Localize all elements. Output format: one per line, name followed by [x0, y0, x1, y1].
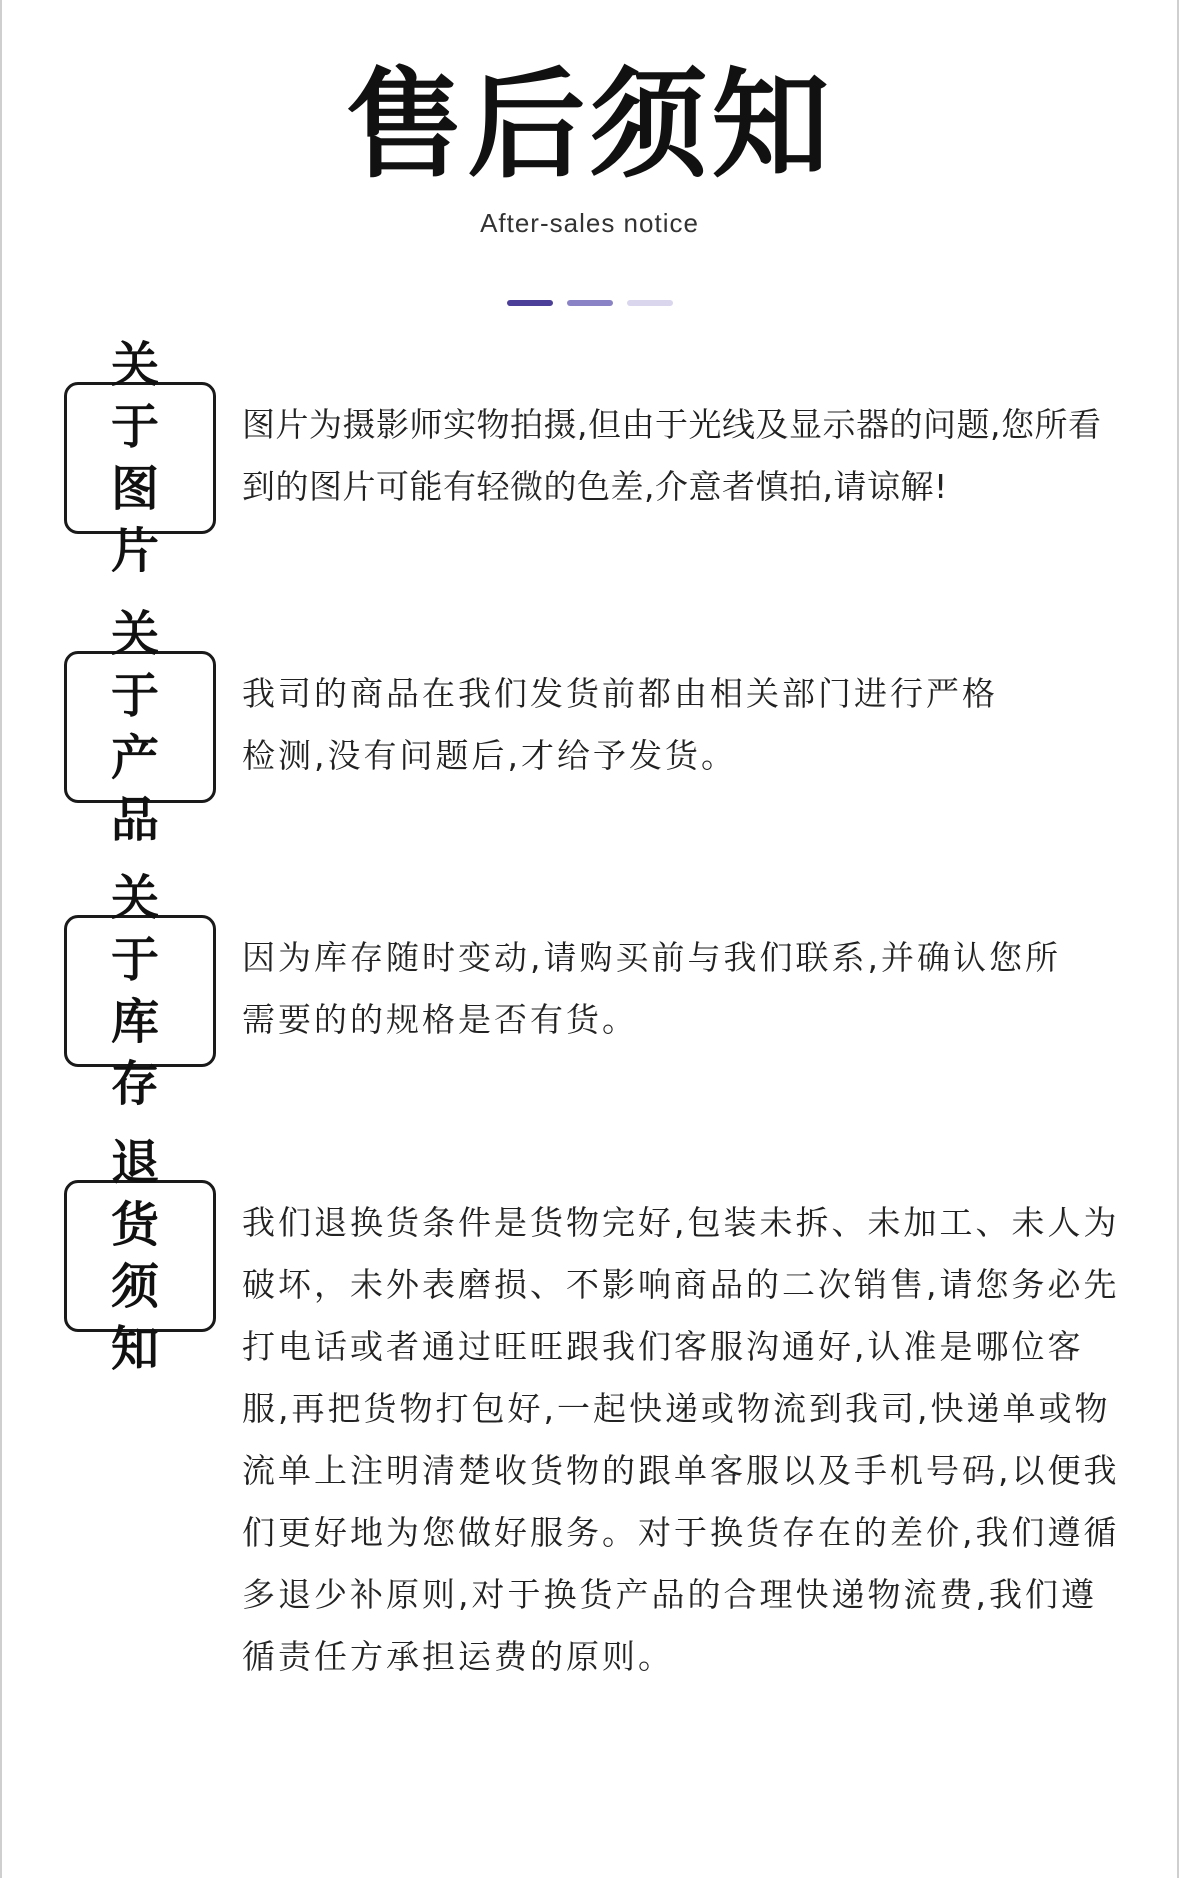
indicator-dot-1: [507, 300, 553, 306]
decorative-indicator: [0, 300, 1179, 306]
section-tag-box: [64, 337, 216, 579]
indicator-dot-3: [627, 300, 673, 306]
page-subtitle: After-sales notice: [480, 208, 699, 238]
frame-border-left: [0, 0, 2, 1878]
indicator-dot-2: [567, 300, 613, 306]
section-return-notice: [64, 1135, 1124, 1688]
section-body-text: 图片为摄影师实物拍摄,但由于光线及显示器的问题,您所看到的图片可能有轻微的色差,介意者慎拍,请谅解!: [242, 405, 1102, 506]
section-tag-box: [64, 870, 216, 1112]
page-title: 售后须知: [345, 56, 834, 194]
section-tag-label: 关于产品: [110, 606, 169, 848]
section-tag-box: [64, 1135, 216, 1377]
page-header: [0, 56, 1179, 239]
section-about-images: [64, 337, 1124, 579]
section-body-text: 我们退换货条件是货物完好,包装未拆、未加工、未人为破坏，未外表磨损、不影响商品的二次销售,请您务必先打电话或者通过旺旺跟我们客服沟通好,认准是哪位客服,再把货物打包好,一起快递或物流到我司,快递单或物流单上注明清楚收货物的跟单客服以及手机号码,以便我们更好地为您做好服务。对于换货存在的差价,我们遵循多退少补原则,对于换货产品的合理快递物流费,我们遵循责任方承担运费的原则。: [242, 1203, 1120, 1676]
section-about-products: [64, 606, 1124, 848]
section-body-text: 我司的商品在我们发货前都由相关部门进行严格检测,没有问题后,才给予发货。: [242, 674, 998, 775]
section-tag-box: [64, 606, 216, 848]
section-tag-label: 关于图片: [110, 337, 169, 579]
section-about-inventory: [64, 870, 1124, 1112]
section-tag-label: 关于库存: [110, 870, 169, 1112]
section-body-text: 因为库存随时变动,请购买前与我们联系,并确认您所需要的的规格是否有货。: [242, 938, 1061, 1039]
section-tag-label: 退货须知: [110, 1135, 169, 1377]
